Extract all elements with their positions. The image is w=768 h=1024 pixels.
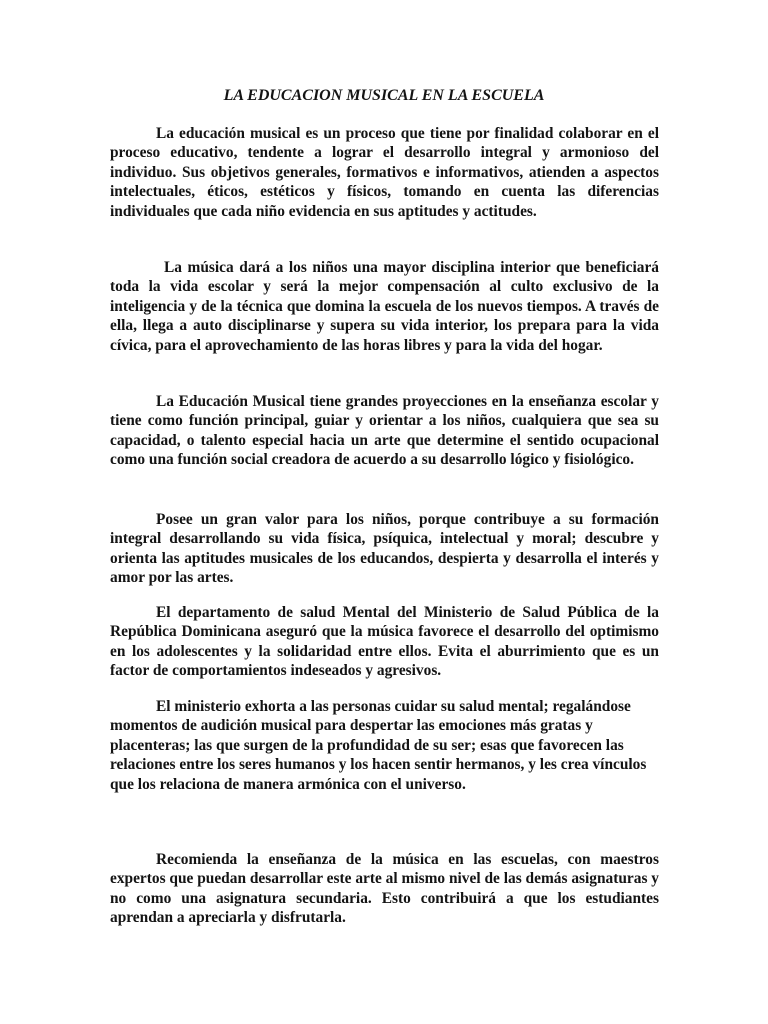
document-title: LA EDUCACION MUSICAL EN LA ESCUELA: [223, 87, 545, 104]
paragraph-6: El ministerio exhorta a las personas cuidar su salud mental; regalándose momentos de audición musical para despertar las emociones más gratas y placenteras; las que surgen de la profundidad de su ser; esas que favorecen las relaciones entre los seres humanos y los hacen sentir hermanos, y les crea vínculos que los relaciona de manera armónica con el universo.: [110, 698, 647, 793]
paragraph-4: Posee un gran valor para los niños, porque contribuye a su formación integral desarrollando su vida física, psíquica, intelectual y moral; descubre y orienta las aptitudes musicales de los educandos, despierta y desarrolla el interés y amor por las artes.: [110, 511, 659, 587]
paragraph-7: Recomienda la enseñanza de la música en las escuelas, con maestros expertos que puedan desarrollar este arte al mismo nivel de las demás asignaturas y no como una asignatura secundaria. Esto contribuirá a que los estudiantes aprendan a apreciarla y disfrutarla.: [110, 851, 659, 927]
paragraph-3: La Educación Musical tiene grandes proyecciones en la enseñanza escolar y tiene como función principal, guiar y orientar a los niños, cualquiera que sea su capacidad, o talento especial hacia un arte que determine el sentido ocupacional como una función social creadora de acuerdo a su desarrollo lógico y fisiológico.: [110, 393, 659, 469]
paragraph-1: La educación musical es un proceso que tiene por finalidad colaborar en el proceso educativo, tendente a lograr el desarrollo integral y armonioso del individuo. Sus objetivos generales, formativos e informativos, atienden a aspectos intelectuales, éticos, estéticos y físicos, tomando en cuenta las diferencias individuales que cada niño evidencia en sus aptitudes y actitudes.: [110, 125, 659, 220]
paragraph-2: La música dará a los niños una mayor disciplina interior que beneficiará toda la vida escolar y será la mejor compensación al culto exclusivo de la inteligencia y de la técnica que domina la escuela de los nuevos tiempos. A través de ella, llega a auto disciplinarse y supera su vida interior, los prepara para la vida cívica, para el aprovechamiento de las horas libres y para la vida del hogar.: [110, 259, 659, 354]
paragraph-5: El departamento de salud Mental del Ministerio de Salud Pública de la República Dominicana aseguró que la música favorece el desarrollo del optimismo en los adolescentes y la solidaridad entre ellos. Evita el aburrimiento que es un factor de comportamientos indeseados y agresivos.: [110, 604, 659, 680]
